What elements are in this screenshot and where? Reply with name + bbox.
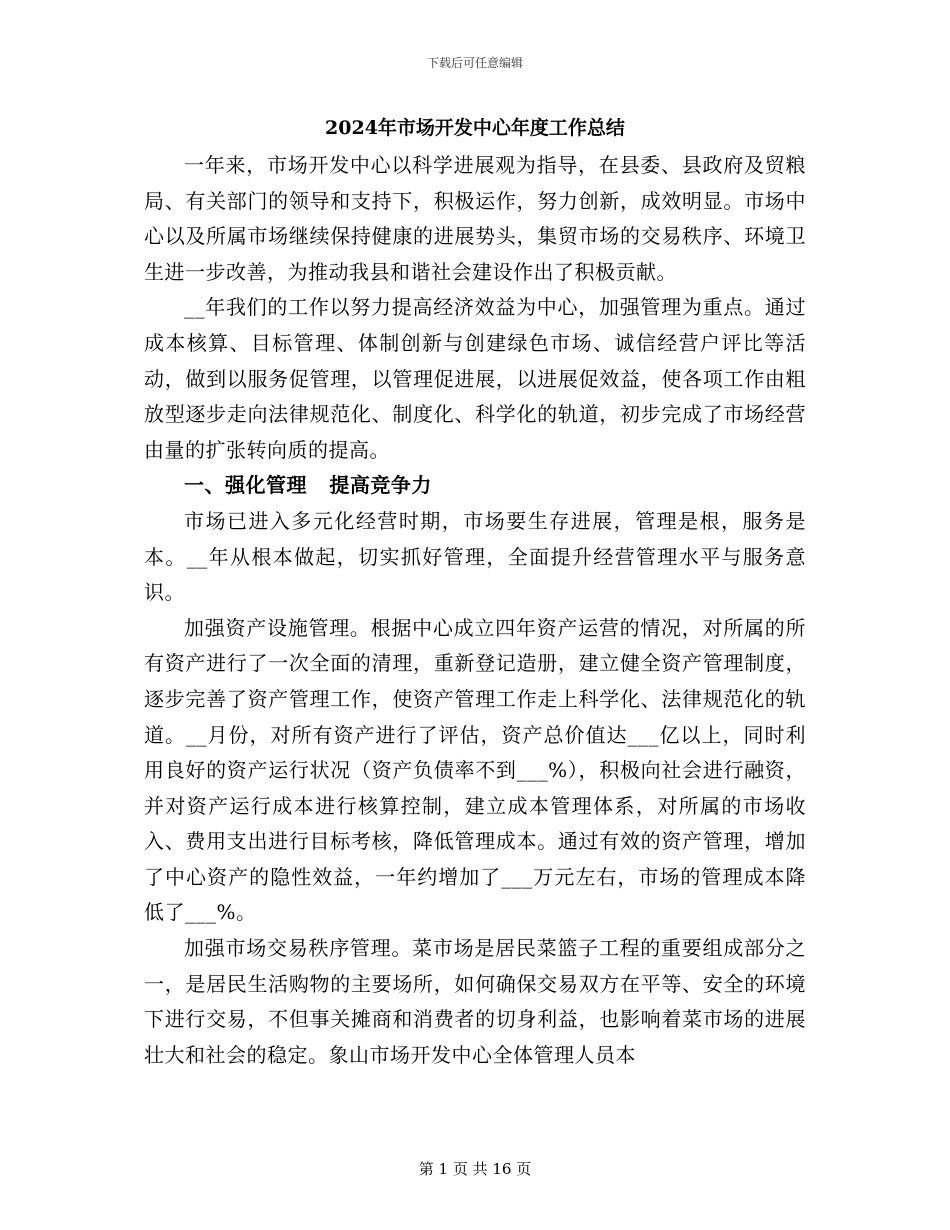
paragraph-section-intro: 市场已进入多元化经营时期，市场要生存进展，管理是根，服务是本。__年从根本做起，切实抓好管理，全面提升经营管理水平与服务意识。	[144, 508, 806, 605]
paragraph-summary: __年我们的工作以努力提高经济效益为中心，加强管理为重点。通过成本核算、目标管理、体制创新与创建绿色市场、诚信经营户评比等活动，做到以服务促管理，以管理促进展，以进展促效益，使各项工作由粗放型逐步走向法律规范化、制度化、科学化的轨道，初步完成了市场经营由量的扩张转向质的提高。	[144, 295, 806, 462]
paragraph-market-order: 加强市场交易秩序管理。菜市场是居民菜篮子工程的重要组成部分之一，是居民生活购物的主要场所，如何确保交易双方在平等、安全的环境下进行交易，不但事关摊商和消费者的切身利益，也影响着菜市场的进展壮大和社会的稳定。象山市场开发中心全体管理人员本	[144, 936, 806, 1067]
section-heading: 一、强化管理 提高竞争力	[184, 473, 432, 498]
paragraph-intro: 一年来，市场开发中心以科学进展观为指导，在县委、县政府及贸粮局、有关部门的领导和支持下，积极运作，努力创新，成效明显。市场中心以及所属市场继续保持健康的进展势头，集贸市场的交易秩序、环境卫生进一步改善，为推动我县和谐社会建设作出了积极贡献。	[144, 153, 806, 284]
header-note: 下载后可任意编辑	[426, 56, 523, 70]
document-body	[144, 108, 806, 1073]
paragraph-asset-management: 加强资产设施管理。根据中心成立四年资产运营的情况，对所属的所有资产进行了一次全面的清理，重新登记造册，建立健全资产管理制度，逐步完善了资产管理工作，使资产管理工作走上科学化、法律规范化的轨道。__月份，对所有资产进行了评估，资产总价值达___亿以上，同时利用良好的资产运行状况（资产负债率不到___%），积极向社会进行融资，并对资产运行成本进行核算控制，建立成本管理体系，对所属的市场收入、费用支出进行目标考核，降低管理成本。通过有效的资产管理，增加了中心资产的隐性效益，一年约增加了___万元左右，市场的管理成本降低了___%。	[144, 615, 806, 925]
document-title: 2024年市场开发中心年度工作总结	[325, 117, 625, 139]
page-number-footer: 第 1 页 共 16 页	[418, 1160, 532, 1178]
